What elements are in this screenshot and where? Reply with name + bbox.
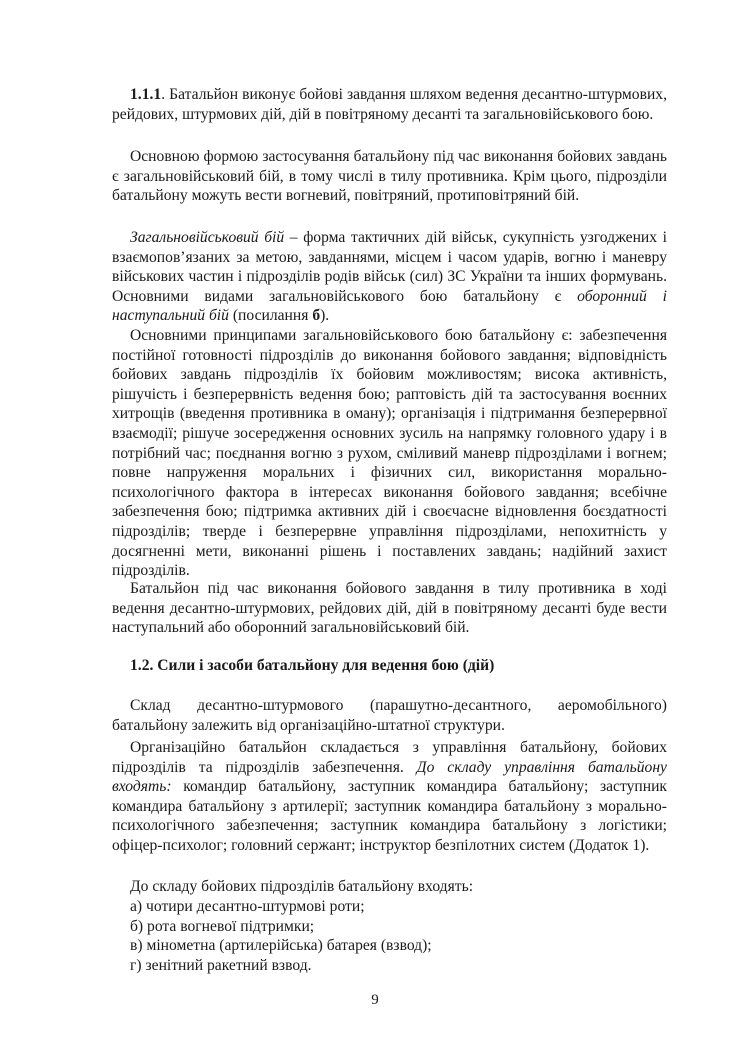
list-item: в) мінометна (артилерійська) батарея (взвод); xyxy=(130,937,432,955)
paragraph-definition: Загальновійськовий бій – форма тактичних дій військ, сукупність узгоджених і взаємопов’язаних за метою, завданнями, місцем і часом ударів, вогню і маневру військових частин і підрозділів родів військ (сил) ЗС України та інших формувань. Основними видами загальновійськового бою батальйону є оборонний і наступальний бій (посилання б). xyxy=(112,229,667,325)
list-item: б) рота вогневої підтримки; xyxy=(130,917,315,935)
paragraph-composition: Склад десантно-штурмового (парашутно-десантного, аеромобільного) батальйону залежить від організаційно-штатної структури. xyxy=(112,697,667,734)
reference-mark: б xyxy=(312,307,321,325)
emphasis-management: До складу управління батальйону входять: xyxy=(112,758,667,796)
list-item: а) чотири десантно-штурмові роти; xyxy=(130,898,365,915)
paragraph-principles: Основними принципами загальновійськового бою батальйону є: забезпечення постійної готовності підрозділів до виконання бойового завдання; відповідність бойових завдань підрозділів їх бойовим можливостям; висока активність, рішучість і безперервність ведення бою; раптовість дій та застосування воєнних хитрощів (введення противника в оману); організація і підтримання безперервної взаємодії; рішуче зосередження основних зусиль на напрямку головного удару і в потрібний час; поєднання вогню з рухом, сміливий маневр підрозділами і вогнем; повне напруження моральних і фізичних сил, використання морально-психологічного фактора в інтересах виконання бойового завдання; всебічне забезпечення бою; підтримка активних дій і своєчасне відновлення боєздатності підрозділів; тверде і безперервне управління підрозділами, непохитність у досягненні мети, виконанні рішень і поставлених завдань; надійний захист підрозділів. xyxy=(112,327,667,580)
combat-units-list xyxy=(130,897,432,975)
defined-term: Загальновійськовий бій xyxy=(130,229,285,246)
emphasis-combat-types: оборонний і наступальний бій xyxy=(112,287,667,325)
section-heading: 1.2. Сили і засоби батальйону для ведення бою (дій) xyxy=(130,657,495,674)
paragraph-1-1-1 xyxy=(112,85,667,124)
paragraph-organization: Організаційно батальйон складається з управління батальйону, бойових підрозділів та підрозділів забезпечення. До складу управління батальйону входять: командир батальйону, заступник командира батальйону; заступник командира батальйону з артилерії; заступник командира батальйону з морально-психологічного забезпечення; заступник командира батальйону з логістики; офіцер-психолог; головний сержант; інструктор безпілотних систем (Додаток 1). xyxy=(112,739,667,854)
paragraph-combat-units: До складу бойових підрозділів батальйону входять: xyxy=(130,878,474,895)
list-item: г) зенітний ракетний взвод. xyxy=(130,956,312,974)
page-number: 9 xyxy=(371,992,379,1008)
paragraph-text: . Батальйон виконує бойові завдання шляхом ведення десантно-штурмових, рейдових, штурмових дій, дій в повітряному десанті та загальновійськового бою. xyxy=(112,86,667,123)
paragraph-main-form: Основною формою застосування батальйону під час виконання бойових завдань є загальновійськовий бій, в тому числі в тилу противника. Крім цього, підрозділи батальйону можуть вести вогневий, повітряний, протиповітряний бій. xyxy=(112,148,667,205)
section-number: 1.1.1 xyxy=(130,86,162,103)
paragraph-battalion-rear: Батальйон під час виконання бойового завдання в тилу противника в ході ведення десантно-штурмових, рейдових дій, дій в повітряному десанті буде вести наступальний або оборонний загальновійськовий бій. xyxy=(112,580,667,637)
